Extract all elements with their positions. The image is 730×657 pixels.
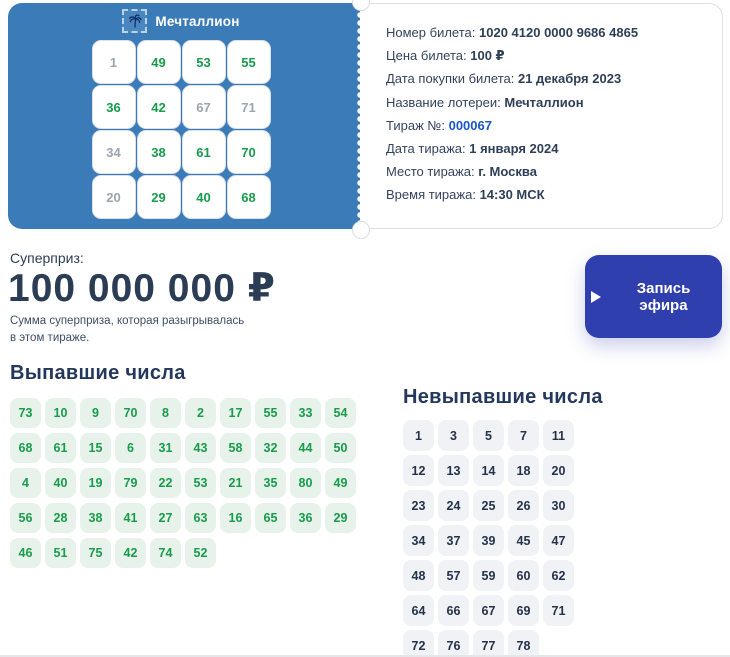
- not-drawn-number-chip: [403, 595, 434, 626]
- ticket-number-cell: [227, 85, 271, 129]
- not-drawn-number-chip: [543, 525, 574, 556]
- ticket-number-cell: [137, 175, 181, 219]
- drawn-number: 42: [123, 546, 138, 560]
- drawn-number: 22: [158, 476, 173, 490]
- palm-tree-stamp-icon: [122, 9, 147, 33]
- ticket-number: 67: [196, 99, 211, 115]
- ticket-number: 55: [241, 54, 256, 70]
- drawn-number: 80: [298, 476, 313, 490]
- ticket-number: 70: [241, 144, 256, 160]
- drawn-number-chip: [255, 503, 286, 533]
- not-drawn-number: 62: [551, 568, 566, 583]
- detail-row: [386, 183, 712, 206]
- drawn-number-chip: [150, 468, 181, 498]
- drawn-number: 61: [53, 441, 68, 455]
- ticket-number: 36: [106, 99, 121, 115]
- detail-row: [386, 91, 712, 114]
- ticket-visual: [8, 3, 354, 229]
- not-drawn-number-chip: [543, 560, 574, 591]
- detail-value: Мечталлион: [504, 94, 584, 110]
- drawn-number: 74: [158, 546, 173, 560]
- drawn-number-chip: [115, 503, 146, 533]
- detail-value: 1 января 2024: [469, 141, 559, 157]
- drawn-number: 75: [88, 546, 103, 560]
- not-drawn-number: 1: [415, 428, 422, 443]
- drawn-numbers-title: Выпавшие числа: [10, 362, 186, 384]
- drawn-number: 52: [193, 546, 208, 560]
- drawn-number: 41: [123, 511, 138, 525]
- superprize-amount: 100 000 000 ₽: [8, 267, 276, 310]
- ticket-notch-bottom: [352, 221, 370, 239]
- not-drawn-number-chip: [508, 455, 539, 486]
- ticket-details-panel: [348, 3, 723, 229]
- drawn-number: 53: [193, 476, 208, 490]
- not-drawn-number-chip: [473, 490, 504, 521]
- drawn-number: 4: [22, 476, 29, 490]
- drawn-number: 50: [333, 441, 348, 455]
- not-drawn-number: 26: [516, 498, 531, 513]
- not-drawn-number: 30: [551, 498, 566, 513]
- drawn-number: 56: [18, 511, 33, 525]
- drawn-number-chip: [115, 433, 146, 463]
- drawn-number: 54: [333, 406, 348, 420]
- not-drawn-number: 48: [411, 568, 426, 583]
- drawn-number-chip: [80, 433, 111, 463]
- not-drawn-number-chip: [473, 630, 504, 657]
- drawn-number: 2: [197, 406, 204, 420]
- detail-label: Название лотереи:: [386, 94, 501, 110]
- drawn-number-chip: [115, 468, 146, 498]
- drawn-number-chip: [290, 503, 321, 533]
- detail-row: [386, 160, 712, 183]
- not-drawn-number: 39: [481, 533, 496, 548]
- not-drawn-number: 24: [446, 498, 461, 513]
- drawn-number: 16: [228, 511, 243, 525]
- drawn-number-chip: [325, 503, 356, 533]
- superprize-label: Суперприз:: [10, 250, 84, 266]
- drawn-number-chip: [325, 398, 356, 428]
- drawn-number-chip: [185, 468, 216, 498]
- ticket-number: 38: [151, 144, 166, 160]
- ticket-number-cell: [182, 130, 226, 174]
- not-drawn-number-chip: [508, 560, 539, 591]
- detail-label: Тираж №:: [386, 117, 445, 133]
- not-drawn-number-chip: [543, 420, 574, 451]
- drawn-number: 35: [263, 476, 278, 490]
- ticket-number: 40: [196, 189, 211, 205]
- detail-label: Дата тиража:: [386, 141, 466, 157]
- ticket-number-cell: [137, 40, 181, 84]
- drawn-number: 55: [263, 406, 278, 420]
- drawn-number-chip: [80, 538, 111, 568]
- ticket-number: 68: [241, 189, 256, 205]
- not-drawn-number: 78: [516, 638, 531, 653]
- drawn-number-chip: [325, 433, 356, 463]
- ticket-header: [8, 3, 354, 33]
- not-drawn-number-chip: [543, 595, 574, 626]
- not-drawn-number: 67: [481, 603, 496, 618]
- drawn-number-chip: [45, 503, 76, 533]
- detail-row: [386, 114, 712, 137]
- detail-value: 14:30 МСК: [479, 187, 545, 203]
- drawn-number-chip: [45, 433, 76, 463]
- not-drawn-number-chip: [438, 490, 469, 521]
- drawn-number-chip: [150, 433, 181, 463]
- drawn-number: 79: [123, 476, 138, 490]
- drawn-number-chip: [185, 433, 216, 463]
- not-drawn-number-chip: [508, 490, 539, 521]
- detail-row: [386, 67, 712, 90]
- drawn-number-chip: [10, 503, 41, 533]
- drawn-number: 70: [123, 406, 138, 420]
- ticket-number-cell: [92, 85, 136, 129]
- drawn-number: 28: [53, 511, 68, 525]
- not-drawn-number: 25: [481, 498, 496, 513]
- drawn-number-chip: [80, 503, 111, 533]
- ticket-number: 20: [106, 189, 121, 205]
- not-drawn-number: 71: [551, 603, 566, 618]
- ticket-section: [8, 3, 723, 229]
- drawn-number: 27: [158, 511, 173, 525]
- drawn-number: 33: [298, 406, 313, 420]
- detail-label: Номер билета:: [386, 25, 476, 40]
- drawn-number: 29: [333, 511, 348, 525]
- drawn-number: 63: [193, 511, 208, 525]
- ticket-number-cell: [137, 85, 181, 129]
- not-drawn-numbers-title: Невыпавшие числа: [403, 386, 603, 408]
- drawn-number: 44: [298, 441, 313, 455]
- drawn-number-chip: [290, 468, 321, 498]
- drawn-number-chip: [45, 398, 76, 428]
- ticket-number: 61: [196, 144, 211, 160]
- drawn-number: 21: [228, 476, 243, 490]
- not-drawn-number-chip: [403, 525, 434, 556]
- not-drawn-number-chip: [403, 490, 434, 521]
- ticket-number: 1: [109, 54, 118, 70]
- drawn-number-chip: [255, 398, 286, 428]
- not-drawn-number: 69: [516, 603, 531, 618]
- not-drawn-number: 77: [481, 638, 496, 653]
- detail-row: [386, 44, 712, 67]
- detail-label: Место тиража:: [386, 164, 475, 180]
- drawn-number-chip: [255, 468, 286, 498]
- drawn-number: 19: [88, 476, 103, 490]
- not-drawn-number: 11: [551, 428, 566, 443]
- drawn-number: 46: [18, 546, 33, 560]
- ticket-number-grid: [92, 40, 271, 219]
- not-drawn-number: 76: [446, 638, 461, 653]
- detail-value: 21 декабря 2023: [517, 71, 622, 87]
- ticket-number: 29: [151, 189, 166, 205]
- not-drawn-number: 14: [481, 463, 496, 478]
- not-drawn-number: 18: [516, 463, 531, 478]
- not-drawn-number: 20: [551, 463, 566, 478]
- detail-value: 1020 4120 0000 9686 4865: [479, 25, 639, 40]
- drawn-number: 40: [53, 476, 68, 490]
- not-drawn-number-chip: [508, 630, 539, 657]
- drawn-number-chip: [290, 398, 321, 428]
- drawn-numbers-grid: [10, 398, 356, 568]
- drawn-number: 58: [228, 441, 243, 455]
- drawn-number-chip: [185, 398, 216, 428]
- ticket-number-cell: [227, 40, 271, 84]
- drawn-number-chip: [45, 538, 76, 568]
- not-drawn-number: 66: [446, 603, 461, 618]
- ticket-number-cell: [227, 175, 271, 219]
- drawn-number: 51: [53, 546, 68, 560]
- ticket-number-cell: [92, 130, 136, 174]
- drawn-number-chip: [10, 398, 41, 428]
- not-drawn-number-chip: [508, 420, 539, 451]
- ticket-number-cell: [92, 40, 136, 84]
- not-drawn-number: 37: [446, 533, 461, 548]
- not-drawn-number-chip: [438, 560, 469, 591]
- not-drawn-number-chip: [403, 420, 434, 451]
- drawn-number-chip: [150, 538, 181, 568]
- ticket-number: 71: [241, 99, 256, 115]
- not-drawn-number: 57: [446, 568, 461, 583]
- not-drawn-number-chip: [508, 525, 539, 556]
- not-drawn-number: 12: [411, 463, 426, 478]
- not-drawn-number-chip: [403, 455, 434, 486]
- broadcast-button-label: Запись эфира: [636, 279, 691, 314]
- drawn-number: 10: [53, 406, 68, 420]
- not-drawn-number-chip: [473, 525, 504, 556]
- detail-row: [386, 21, 712, 44]
- not-drawn-numbers-grid: [403, 420, 574, 657]
- not-drawn-number-chip: [403, 630, 434, 657]
- ticket-number-cell: [227, 130, 271, 174]
- not-drawn-number-chip: [438, 595, 469, 626]
- ticket-number: 49: [151, 54, 166, 70]
- not-drawn-number-chip: [473, 455, 504, 486]
- superprize-description: Сумма суперприза, которая разыгрывалась в этом тираже.: [10, 315, 245, 345]
- not-drawn-number: 34: [411, 533, 426, 548]
- drawn-number-chip: [10, 433, 41, 463]
- drawn-number: 32: [263, 441, 278, 455]
- not-drawn-number-chip: [438, 630, 469, 657]
- drawn-number-chip: [185, 503, 216, 533]
- drawn-number: 65: [263, 511, 278, 525]
- lottery-name: Мечталлион: [155, 13, 240, 29]
- detail-label: Цена билета:: [386, 48, 467, 64]
- drawn-number: 38: [88, 511, 103, 525]
- detail-label: Дата покупки билета:: [386, 71, 515, 87]
- detail-value[interactable]: 000067: [448, 117, 492, 133]
- ticket-number-cell: [137, 130, 181, 174]
- drawn-number: 15: [88, 441, 103, 455]
- not-drawn-number-chip: [473, 420, 504, 451]
- drawn-number-chip: [220, 468, 251, 498]
- drawn-number-chip: [290, 433, 321, 463]
- drawn-number: 36: [298, 511, 313, 525]
- not-drawn-number: 60: [516, 568, 531, 583]
- ticket-number: 53: [196, 54, 211, 70]
- drawn-number-chip: [220, 398, 251, 428]
- not-drawn-number-chip: [508, 595, 539, 626]
- play-icon: [591, 291, 601, 303]
- detail-value: г. Москва: [478, 164, 537, 180]
- not-drawn-number: 3: [450, 428, 457, 443]
- drawn-number-chip: [150, 503, 181, 533]
- detail-row: [386, 137, 712, 160]
- drawn-number-chip: [185, 538, 216, 568]
- drawn-number: 49: [333, 476, 348, 490]
- not-drawn-number: 5: [485, 428, 492, 443]
- drawn-number: 68: [18, 441, 33, 455]
- not-drawn-number-chip: [543, 490, 574, 521]
- drawn-number-chip: [220, 433, 251, 463]
- detail-value: 100 ₽: [470, 48, 505, 64]
- not-drawn-number-chip: [438, 455, 469, 486]
- detail-label: Время тиража:: [386, 187, 476, 203]
- not-drawn-number-chip: [473, 595, 504, 626]
- drawn-number-chip: [80, 468, 111, 498]
- ticket-number-cell: [182, 85, 226, 129]
- drawn-number: 9: [92, 406, 99, 420]
- drawn-number-chip: [325, 468, 356, 498]
- drawn-number: 73: [18, 406, 33, 420]
- drawn-number-chip: [220, 503, 251, 533]
- not-drawn-number: 59: [481, 568, 496, 583]
- drawn-number: 6: [127, 441, 134, 455]
- drawn-number: 43: [193, 441, 208, 455]
- drawn-number-chip: [10, 468, 41, 498]
- drawn-number-chip: [10, 538, 41, 568]
- perforation-edge: [354, 3, 360, 229]
- not-drawn-number: 45: [516, 533, 531, 548]
- ticket-number: 42: [151, 99, 166, 115]
- not-drawn-number-chip: [403, 560, 434, 591]
- drawn-number-chip: [115, 538, 146, 568]
- not-drawn-number: 64: [411, 603, 426, 618]
- not-drawn-number-chip: [543, 455, 574, 486]
- drawn-number-chip: [255, 433, 286, 463]
- drawn-number-chip: [80, 398, 111, 428]
- not-drawn-number: 23: [411, 498, 426, 513]
- drawn-number-chip: [115, 398, 146, 428]
- not-drawn-number: 72: [411, 638, 426, 653]
- not-drawn-number: 7: [520, 428, 527, 443]
- broadcast-record-button[interactable]: [585, 255, 722, 338]
- ticket-number-cell: [182, 40, 226, 84]
- drawn-number: 31: [158, 441, 173, 455]
- ticket-number-cell: [92, 175, 136, 219]
- not-drawn-number: 13: [446, 463, 461, 478]
- ticket-number: 34: [106, 144, 121, 160]
- not-drawn-number-chip: [438, 420, 469, 451]
- not-drawn-number: 47: [551, 533, 566, 548]
- drawn-number-chip: [45, 468, 76, 498]
- drawn-number: 17: [228, 406, 243, 420]
- not-drawn-number-chip: [438, 525, 469, 556]
- drawn-number-chip: [150, 398, 181, 428]
- not-drawn-number-chip: [473, 560, 504, 591]
- drawn-number: 8: [162, 406, 169, 420]
- ticket-number-cell: [182, 175, 226, 219]
